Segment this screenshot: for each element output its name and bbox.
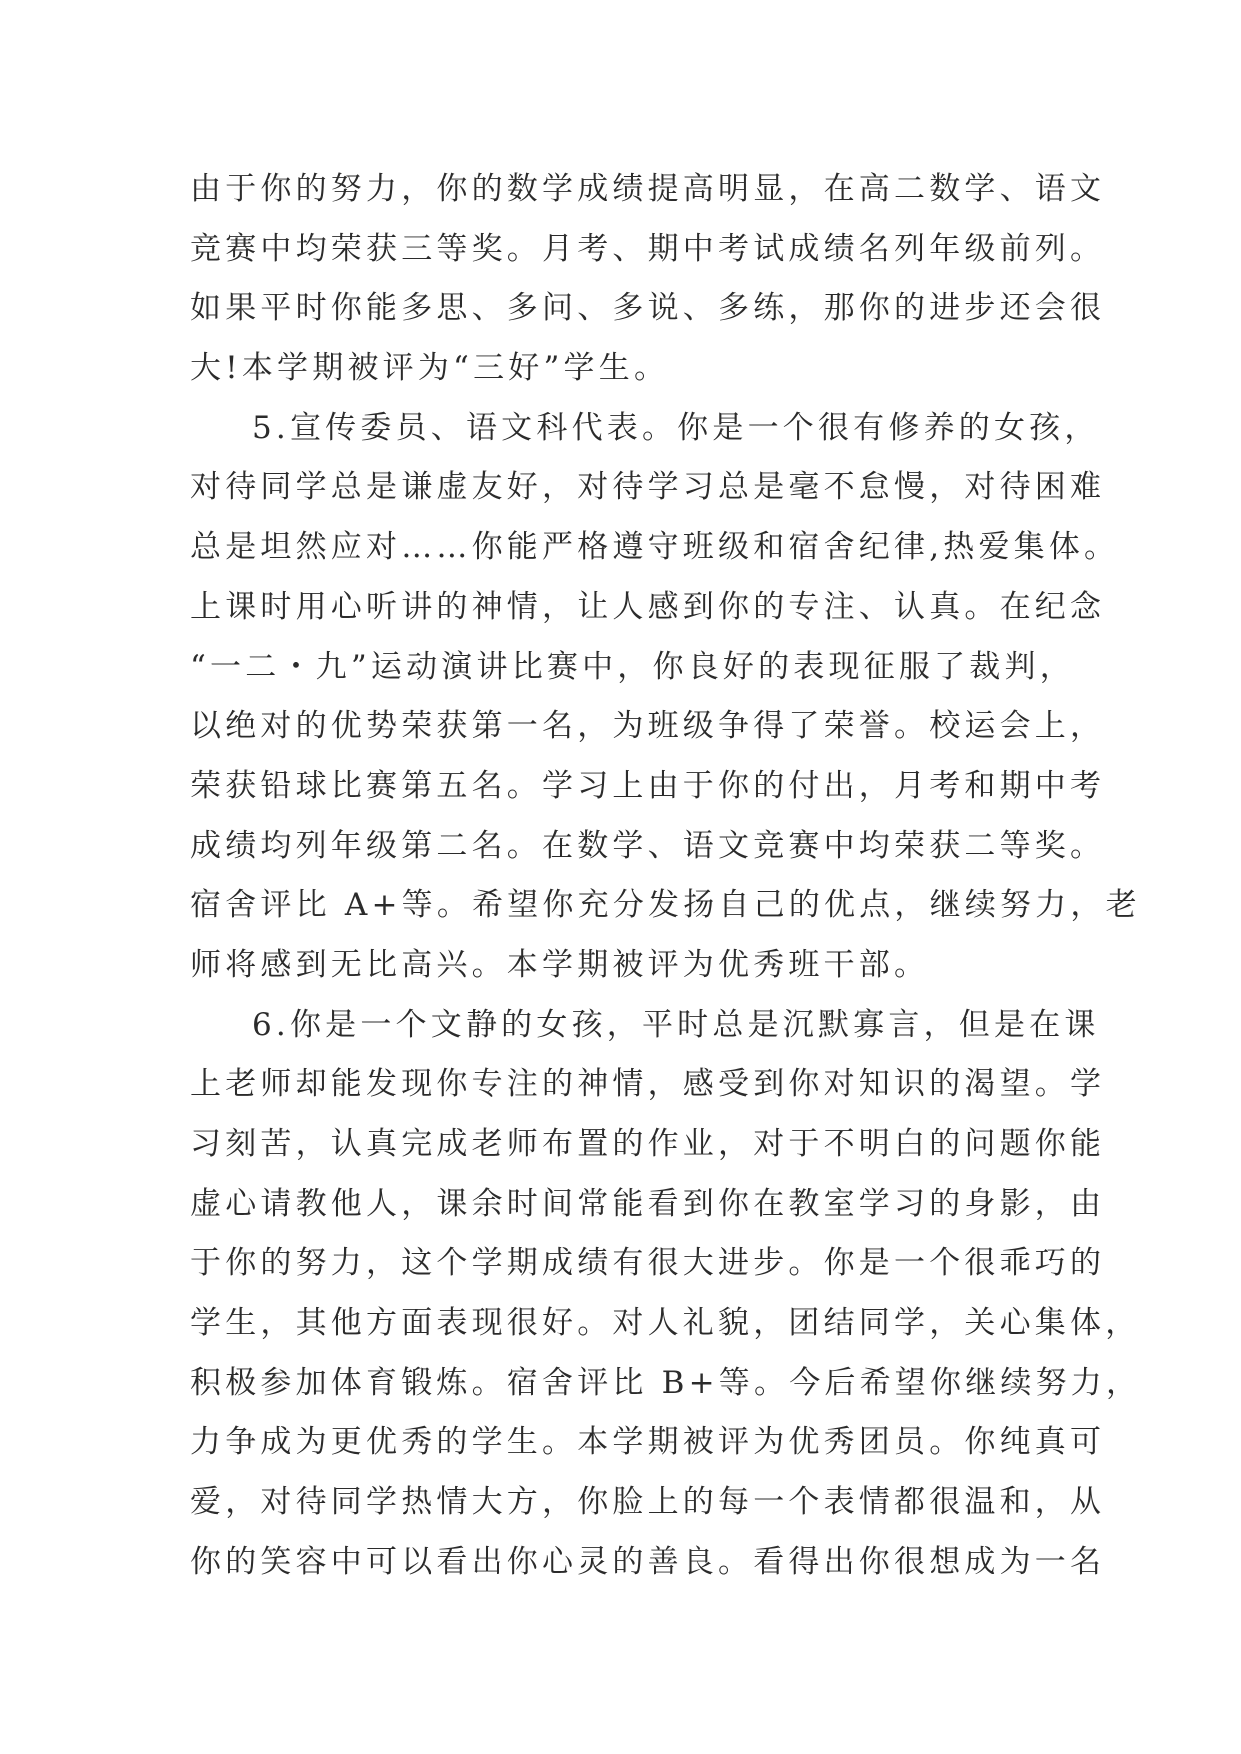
document-body — [190, 160, 1142, 1593]
text-line: 对待同学总是谦虚友好，对待学习总是毫不怠慢，对待困难 — [190, 469, 1106, 506]
text-line: 你的笑容中可以看出你心灵的善良。看得出你很想成为一名 — [190, 1543, 1106, 1580]
text-line: 荣获铅球比赛第五名。学习上由于你的付出，月考和期中考 — [190, 767, 1106, 804]
text-line: 上课时用心听讲的神情，让人感到你的专注、认真。在纪念 — [190, 588, 1106, 625]
text-line: 大!本学期被评为“三好”学生。 — [190, 350, 670, 387]
text-line: 由于你的努力，你的数学成绩提高明显，在高二数学、语文 — [190, 171, 1106, 207]
text-line: 总是坦然应对……你能严格遵守班级和宿舍纪律,热爱集体。 — [190, 529, 1120, 566]
text-line: 力争成为更优秀的学生。本学期被评为优秀团员。你纯真可 — [190, 1424, 1106, 1461]
text-line: 于你的努力，这个学期成绩有很大进步。你是一个很乖巧的 — [190, 1245, 1106, 1282]
text-line: 如果平时你能多思、多问、多说、多练，那你的进步还会很 — [190, 290, 1106, 327]
text-line: 以绝对的优势荣获第一名，为班级争得了荣誉。校运会上， — [190, 708, 1106, 745]
text-line: 竞赛中均荣获三等奖。月考、期中考试成绩名列年级前列。 — [190, 230, 1106, 267]
text-line: 成绩均列年级第二名。在数学、语文竞赛中均荣获二等奖。 — [190, 827, 1106, 864]
paragraph-5-first-line: 5.宣传委员、语文科代表。你是一个很有修养的女孩， — [252, 409, 1100, 446]
text-line: 上老师却能发现你专注的神情，感受到你对知识的渴望。学 — [190, 1066, 1106, 1103]
text-line: 虚心请教他人，课余时间常能看到你在教室学习的身影，由 — [190, 1185, 1106, 1222]
paragraph-6-first-line: 6.你是一个文静的女孩，平时总是沉默寡言，但是在课 — [252, 1006, 1100, 1043]
text-line: 学生，其他方面表现很好。对人礼貌，团结同学，关心集体， — [190, 1305, 1141, 1342]
text-line: 爱，对待同学热情大方，你脸上的每一个表情都很温和，从 — [190, 1484, 1106, 1521]
text-line: 积极参加体育锻炼。宿舍评比 B+等。今后希望你继续努力， — [190, 1364, 1142, 1401]
text-line: “一二・九”运动演讲比赛中，你良好的表现征服了裁判， — [190, 648, 1075, 685]
text-line: 习刻苦，认真完成老师布置的作业，对于不明白的问题你能 — [190, 1126, 1106, 1162]
text-line: 师将感到无比高兴。本学期被评为优秀班干部。 — [190, 946, 930, 983]
text-line: 宿舍评比 A+等。希望你充分发扬自己的优点，继续努力，老 — [190, 887, 1141, 924]
